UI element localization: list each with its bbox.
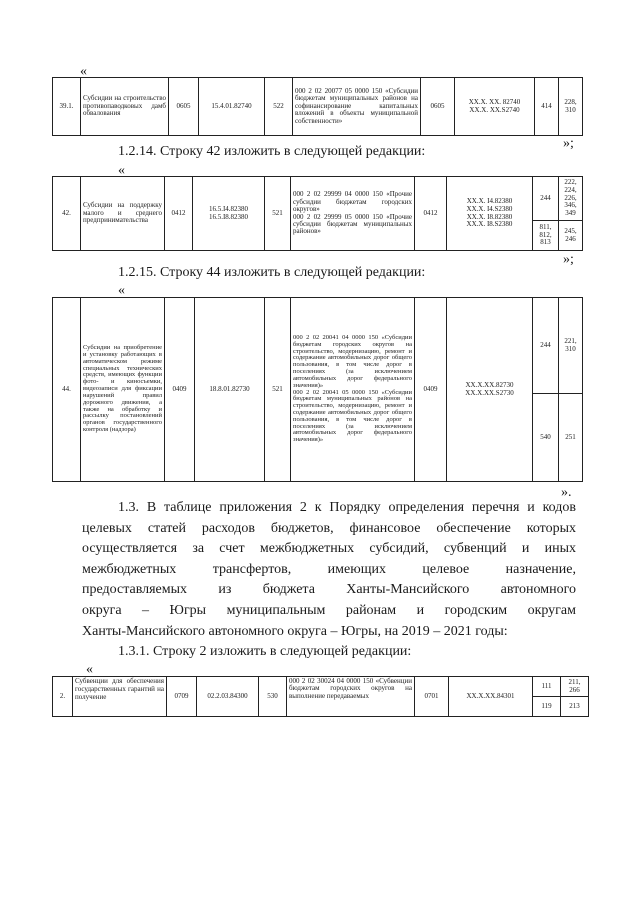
transfer-type: 521 — [265, 298, 291, 482]
paragraph-1-3 — [82, 498, 576, 642]
target-article: 02.2.03.84300 — [197, 677, 259, 717]
kosgu-code: 228, 310 — [559, 78, 583, 136]
expense-name: Субсидии на приобретение и установку работающих в автоматическом режиме специальных технических средств, имеющих функции фото- и киносъемки, видеозаписи для фиксации нарушений правил дорожного движения, а также на обработку и рассылку постановлений органов государственного контроля (надзора) — [81, 298, 165, 482]
heading-1-2-14: 1.2.14. Строку 42 изложить в следующей редакции: — [118, 144, 426, 159]
kosgu-code-2: 245, 246 — [559, 221, 583, 251]
kosgu-code-1: 211, 266 — [561, 677, 589, 697]
kvr-code-1: 244 — [533, 177, 559, 221]
paragraph-line: Ханты-Мансийского автономного округа – Югры, на 2019 – 2021 годы: — [82, 623, 508, 639]
expense-name: Субсидии на строительство противопаводковых дамб обвалования — [81, 78, 169, 136]
paragraph-line: осуществляется за счет межбюджетных субсидий, субвенций и иных — [82, 541, 576, 557]
closing-quote-1: »; — [563, 136, 574, 151]
section-code-2: 0409 — [415, 298, 447, 482]
row-number: 44. — [53, 298, 81, 482]
section-code: 0709 — [167, 677, 197, 717]
paragraph-line: 1.3. В таблице приложения 2 к Порядку определения перечня и кодов — [118, 500, 576, 515]
section-code-2: 0605 — [421, 78, 455, 136]
local-target-codes: XX.X.XX.84301 — [449, 677, 533, 717]
paragraph-line: целевых статей расходов бюджетов, финансовое обеспечение которых — [82, 520, 576, 536]
income-code: 000 2 02 30024 04 0000 150 «Субвенции бюджетам городских округов на выполнение передаваемых — [287, 677, 415, 717]
table-row-44 — [52, 297, 583, 482]
heading-1-3-1: 1.3.1. Строку 2 изложить в следующей редакции: — [118, 644, 412, 659]
section-code: 0412 — [165, 177, 193, 251]
opening-quote-4: « — [86, 662, 93, 677]
row-number: 42. — [53, 177, 81, 251]
kvr-code-1: 111 — [533, 677, 561, 697]
section-code: 0409 — [165, 298, 195, 482]
heading-1-2-15: 1.2.15. Строку 44 изложить в следующей редакции: — [118, 265, 426, 280]
paragraph-line: округа – Югры муниципальным районам и городским округам — [82, 602, 576, 618]
kosgu-code-1: 222, 224, 226, 346, 349 — [559, 177, 583, 221]
table-row-42 — [52, 176, 583, 251]
transfer-type: 522 — [265, 78, 293, 136]
section-code: 0605 — [169, 78, 199, 136]
kvr-code-2: 119 — [533, 697, 561, 717]
kvr-code-1: 244 — [533, 298, 559, 394]
section-code-2: 0701 — [415, 677, 449, 717]
opening-quote-3: « — [118, 283, 125, 298]
table-row-2 — [52, 676, 589, 717]
row-number: 39.1. — [53, 78, 81, 136]
kosgu-code-2: 213 — [561, 697, 589, 717]
table-row-39-1 — [52, 77, 583, 136]
income-code: 000 2 02 20077 05 0000 150 «Субсидии бюджетам муниципальных районов на софинансирование капитальных вложений в объекты муниципальной собственности» — [293, 78, 421, 136]
income-code: 000 2 02 29999 04 0000 150 «Прочие субсидии бюджетам городских округов» 000 2 02 29999 05 0000 150 «Прочие субсидии бюджетам муниципальных районов» — [291, 177, 415, 251]
closing-quote-3: ». — [561, 485, 572, 500]
kvr-code-2: 540 — [533, 394, 559, 482]
local-target-codes: XX.X. I4.82380 XX.X. I4.S2380 XX.X. I8.82380 XX.X. I8.S2380 — [447, 177, 533, 251]
closing-quote-2: »; — [563, 252, 574, 267]
target-article: 16.5.I4.82380 16.5.I8.82380 — [193, 177, 265, 251]
income-code: 000 2 02 20041 04 0000 150 «Субсидии бюджетам городских округов на строительство, модернизацию, ремонт и содержание автомобильных дорог общего пользования, в том числе дорог в поселениях (за исключением автомобильных дорог федерального значения)» 000 2 02 20041 05 0000 150 «Субсидии бюджетам муниципальных районов на строительство, модернизацию, ремонт и содержание автомобильных дорог общего пользования, в том числе дорог в поселениях (за исключением автомобильных дорог федерального значения)» — [291, 298, 415, 482]
transfer-type: 530 — [259, 677, 287, 717]
opening-quote: « — [80, 64, 87, 79]
kvr-code-2: 811, 812, 813 — [533, 221, 559, 251]
row-number: 2. — [53, 677, 73, 717]
paragraph-line: межбюджетных трансфертов, имеющих целевое назначение, — [82, 561, 576, 577]
kvr-code: 414 — [535, 78, 559, 136]
kosgu-code-1: 221, 310 — [559, 298, 583, 394]
local-target-codes: XX.X. XX. 82740 XX.X. XX.S2740 — [455, 78, 535, 136]
expense-name: Субсидии на поддержку малого и среднего предпринимательства — [81, 177, 165, 251]
local-target-codes: XX.X.XX.82730 XX.X.XX.S2730 — [447, 298, 533, 482]
paragraph-line: предоставляемых из бюджета Ханты-Мансийского автономного — [82, 582, 576, 598]
kosgu-code-2: 251 — [559, 394, 583, 482]
transfer-type: 521 — [265, 177, 291, 251]
section-code-2: 0412 — [415, 177, 447, 251]
target-article: 18.8.01.82730 — [195, 298, 265, 482]
opening-quote-2: « — [118, 163, 125, 178]
expense-name: Субвенции для обеспечения государственных гарантий на получение — [73, 677, 167, 717]
target-article: 15.4.01.82740 — [199, 78, 265, 136]
